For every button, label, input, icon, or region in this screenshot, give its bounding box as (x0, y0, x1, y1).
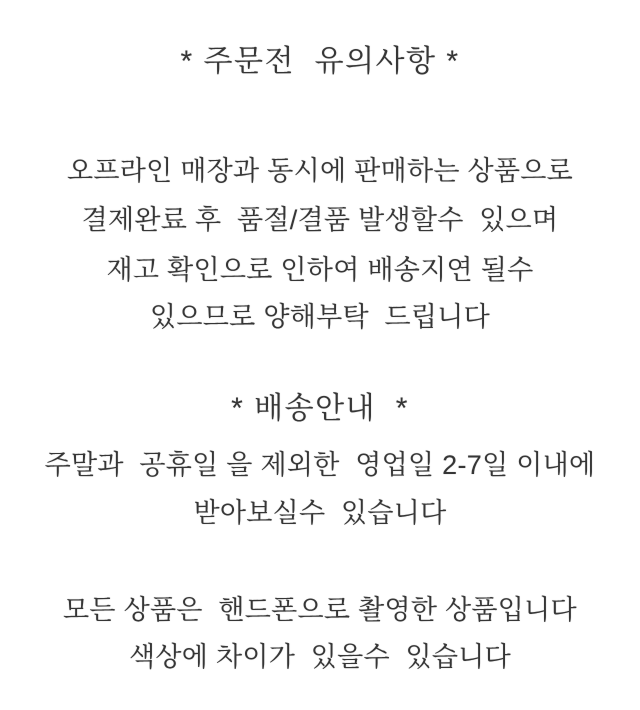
order-caution-line: 있으므로 양해부탁 드립니다 (150, 302, 490, 332)
order-caution-title: * 주문전 유의사항 * (180, 45, 460, 78)
shipping-info-title: * 배송안내 * (231, 392, 409, 425)
product-note-line: 모든 상품은 핸드폰으로 촬영한 상품입니다 (63, 595, 577, 625)
shipping-info-line: 주말과 공휴일 을 제외한 영업일 2-7일 이내에 (44, 450, 596, 480)
product-note-line: 색상에 차이가 있을수 있습니다 (129, 642, 511, 672)
shipping-info-line: 받아보실수 있습니다 (193, 498, 447, 528)
order-caution-line: 결제완료 후 품절/결품 발생할수 있으며 (81, 205, 559, 235)
order-caution-line: 오프라인 매장과 동시에 판매하는 상품으로 (66, 156, 574, 186)
order-caution-line: 재고 확인으로 인하여 배송지연 될수 (106, 255, 534, 285)
